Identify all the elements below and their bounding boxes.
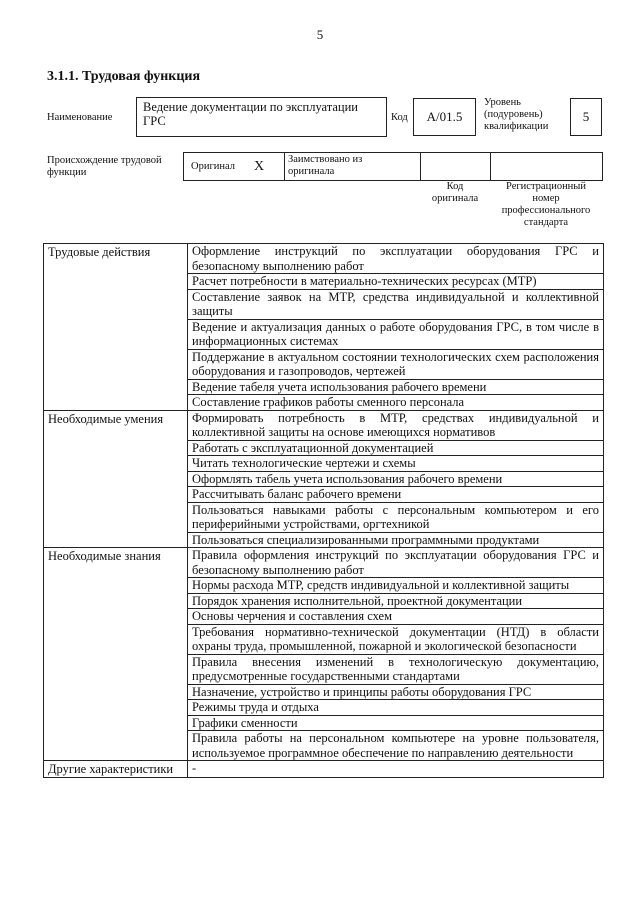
list-item: Ведение табеля учета использования рабочего времени xyxy=(188,379,604,395)
origin-code-cell xyxy=(420,153,491,180)
section-title: Трудовые действия xyxy=(44,244,188,411)
list-item: Порядок хранения исполнительной, проектной документации xyxy=(188,593,604,609)
section-title: Другие характеристики xyxy=(44,761,188,778)
list-item: Составление заявок на МТР, средства индивидуальной и коллективной защиты xyxy=(188,289,604,319)
table-row xyxy=(44,761,604,778)
reg-number-label: Регистрационный номер профессионального стандарта xyxy=(501,181,591,228)
borrowed-label: Заимствовано из оригинала xyxy=(288,154,363,177)
list-item: Графики сменности xyxy=(188,715,604,731)
list-item: Рассчитывать баланс рабочего времени xyxy=(188,487,604,503)
level-value: 5 xyxy=(582,109,590,124)
table-row xyxy=(44,244,604,274)
name-label: Наименование xyxy=(47,112,113,123)
list-item: Нормы расхода МТР, средств индивидуальной и коллективной защиты xyxy=(188,578,604,594)
list-item: Оформлять табель учета использования рабочего времени xyxy=(188,471,604,487)
list-item: Ведение и актуализация данных о работе оборудования ГРС, в том числе в информационных системах xyxy=(188,319,604,349)
list-item: Правила работы на персональном компьютере на уровне пользователя, используемое программное обеспечение по направлению деятельности xyxy=(188,731,604,761)
section-title: Необходимые умения xyxy=(44,410,188,548)
table-row xyxy=(44,410,604,440)
code-label: Код xyxy=(391,112,408,123)
list-item: Читать технологические чертежи и схемы xyxy=(188,456,604,472)
list-item: Правила оформления инструкций по эксплуатации оборудования ГРС и безопасному выполнению работ xyxy=(188,548,604,578)
section-title: Необходимые знания xyxy=(44,548,188,761)
level-value-box xyxy=(570,98,602,136)
name-value-box xyxy=(136,97,387,137)
origin-label: Происхождение трудовой функции xyxy=(47,155,162,178)
name-value: Ведение документации по эксплуатации ГРС xyxy=(143,100,358,128)
level-label: Уровень (подуровень) квалификации xyxy=(484,97,549,132)
list-item: Пользоваться навыками работы с персональным компьютером и его периферийными устройствами, оргтехникой xyxy=(188,502,604,532)
labor-function-table xyxy=(43,243,604,778)
origin-table xyxy=(183,152,603,181)
list-item: Составление графиков работы сменного персонала xyxy=(188,395,604,411)
list-item: Правила внесения изменений в технологическую документацию, предусмотренные государственными стандартами xyxy=(188,654,604,684)
list-item: Работать с эксплуатационной документацией xyxy=(188,440,604,456)
list-item: Основы черчения и составления схем xyxy=(188,609,604,625)
list-item: Режимы труда и отдыха xyxy=(188,700,604,716)
code-value: А/01.5 xyxy=(426,109,463,124)
original-mark: X xyxy=(254,159,265,174)
list-item: Пользоваться специализированными программными продуктами xyxy=(188,532,604,548)
list-item: - xyxy=(188,761,604,778)
list-item: Назначение, устройство и принципы работы оборудования ГРС xyxy=(188,684,604,700)
table-row xyxy=(44,548,604,578)
code-value-box xyxy=(413,98,476,136)
list-item: Требования нормативно-технической документации (НТД) в области охраны труда, промышленной, пожарной и экологической безопасности xyxy=(188,624,604,654)
list-item: Формировать потребность в МТР, средствах индивидуальной и коллективной защиты на основе имеющихся нормативов xyxy=(188,410,604,440)
page-number: 5 xyxy=(316,27,324,42)
list-item: Расчет потребности в материально-технических ресурсах (МТР) xyxy=(188,274,604,290)
code-original-label: Код оригинала xyxy=(431,181,479,204)
original-label: Оригинал xyxy=(191,161,235,172)
list-item: Поддержание в актуальном состоянии технологических схем расположения оборудования и газопроводов, чертежей xyxy=(188,349,604,379)
section-heading: 3.1.1. Трудовая функция xyxy=(47,69,201,84)
list-item: Оформление инструкций по эксплуатации оборудования ГРС и безопасному выполнению работ xyxy=(188,244,604,274)
